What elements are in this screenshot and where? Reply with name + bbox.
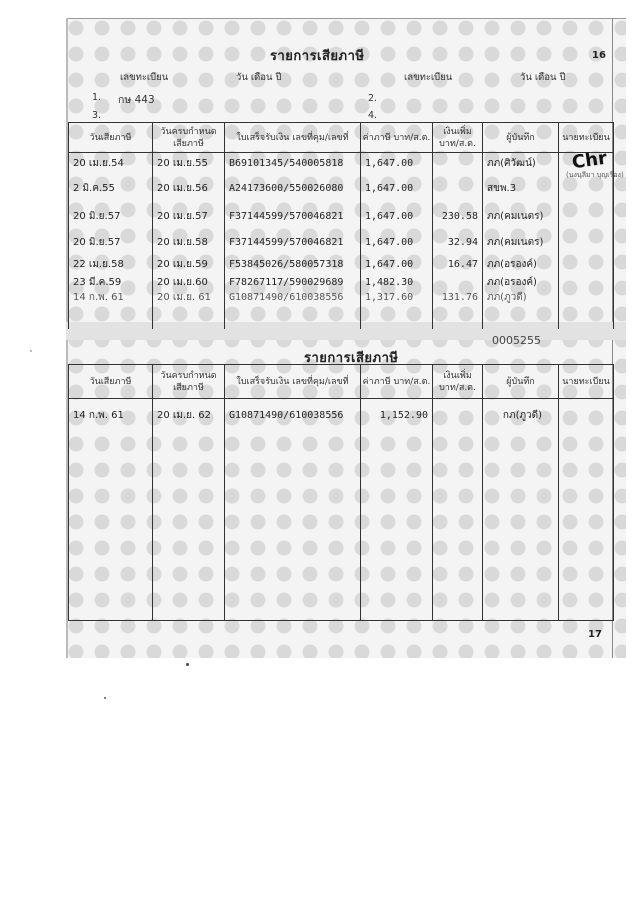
recorder: ภภ(ภูวดี) xyxy=(487,291,527,303)
col-registrar: นายทะเบียน xyxy=(559,365,614,399)
due-date: 20 เม.ย. 61 xyxy=(157,291,212,303)
recorder: ภภ(อรองค์) xyxy=(487,276,537,288)
col-receipt: ใบเสร็จรับเงิน เลขที่คุม/เลขที่ xyxy=(225,365,361,399)
page-number-16: 16 xyxy=(592,50,606,61)
table-row xyxy=(69,231,614,255)
reg-row-value: กษ 443 xyxy=(118,94,155,106)
recorder: ภภ(ศิวัฒน์) xyxy=(487,158,536,170)
col-due-date: วันครบกำหนด เสียภาษี xyxy=(153,365,225,399)
scan-speck xyxy=(186,663,189,666)
date-label-left: วัน เดือน ปี xyxy=(236,72,282,83)
table-row xyxy=(69,203,614,231)
scan-speck xyxy=(30,350,32,352)
tax-amount: 1,647.00 xyxy=(365,237,414,248)
tax-amount: 1,482.30 xyxy=(365,276,414,288)
col-due-date: วันครบกำหนด เสียภาษี xyxy=(153,123,225,153)
paid-date: 23 มี.ค.59 xyxy=(73,276,122,288)
due-date: 20 เม.ย.59 xyxy=(157,259,208,270)
section1-title: รายการเสียภาษี xyxy=(270,49,365,64)
section2-title: รายการเสียภาษี xyxy=(304,351,399,366)
extra-amount: 16.47 xyxy=(447,259,478,270)
reg-row-num: 4. xyxy=(368,110,378,121)
col-paid-date: วันเสียภาษี xyxy=(69,123,153,153)
paid-date: 14 ก.พ. 61 xyxy=(73,291,124,303)
table-row xyxy=(69,275,614,290)
form-serial-number: 0005255 xyxy=(492,334,541,347)
due-date: 20 เม.ย.57 xyxy=(157,211,208,222)
col-extra: เงินเพิ่ม บาท/ส.ต. xyxy=(433,123,483,153)
col-tax: ค่าภาษี บาท/ส.ต. xyxy=(361,123,433,153)
due-date: 20 เม.ย. 62 xyxy=(157,410,212,422)
table-row xyxy=(69,153,614,175)
reg-row-num: 2. xyxy=(368,93,378,104)
date-label-right: วัน เดือน ปี xyxy=(520,72,566,83)
receipt-no: G10871490/610038556 xyxy=(229,291,344,303)
col-tax: ค่าภาษี บาท/ส.ต. xyxy=(361,365,433,399)
scan-edge-top xyxy=(66,18,626,19)
due-date: 20 เม.ย.55 xyxy=(157,158,208,170)
recorder: สขพ.3 xyxy=(487,183,517,194)
tax-amount: 1,647.00 xyxy=(365,158,414,170)
paid-date: 2 มิ.ค.55 xyxy=(73,183,115,194)
recorder: ภภ(คมเนตร) xyxy=(487,237,544,248)
tax-amount: 1,647.00 xyxy=(365,259,414,270)
reg-label-left: เลขทะเบียน xyxy=(120,72,169,83)
receipt-no: G10871490/610038556 xyxy=(229,410,344,422)
extra-amount: 32.94 xyxy=(447,237,478,248)
receipt-no: F37144599/570046821 xyxy=(229,211,344,222)
tax-table-2 xyxy=(68,364,614,621)
registrar-signature: Chr xyxy=(570,147,609,174)
col-paid-date: วันเสียภาษี xyxy=(69,365,153,399)
receipt-no: F78267117/590029689 xyxy=(229,276,344,288)
receipt-no: A24173600/550026080 xyxy=(229,183,344,194)
paid-date: 20 มิ.ย.57 xyxy=(73,237,121,248)
due-date: 20 เม.ย.58 xyxy=(157,237,208,248)
extra-amount: 230.58 xyxy=(441,211,478,222)
recorder: ภภ(อรองค์) xyxy=(487,259,537,270)
recorder: กภ(ภูวดี) xyxy=(502,410,543,422)
scan-speck xyxy=(104,697,106,699)
reg-label-right: เลขทะเบียน xyxy=(404,72,453,83)
signature-caption: (นงนุลีมา บุญเรือง) xyxy=(566,171,624,179)
paid-date: 20 เม.ย.54 xyxy=(73,158,124,170)
receipt-no: F37144599/570046821 xyxy=(229,237,344,248)
receipt-no: B69101345/540005818 xyxy=(229,158,344,170)
due-date: 20 เม.ย.60 xyxy=(157,276,208,288)
col-receipt: ใบเสร็จรับเงิน เลขที่คุม/เลขที่ xyxy=(225,123,361,153)
table-row xyxy=(69,255,614,275)
tax-amount: 1,152.90 xyxy=(379,410,428,422)
col-recorder: ผู้บันทึก xyxy=(483,365,559,399)
table-row xyxy=(69,175,614,203)
col-registrar: นายทะเบียน xyxy=(559,123,614,153)
table-row xyxy=(69,399,614,433)
extra-amount: 131.76 xyxy=(441,291,478,303)
col-recorder: ผู้บันทึก xyxy=(483,123,559,153)
paid-date: 20 มิ.ย.57 xyxy=(73,211,121,222)
tax-amount: 1,317.60 xyxy=(365,291,414,303)
due-date: 20 เม.ย.56 xyxy=(157,183,208,194)
page-number-17: 17 xyxy=(588,629,602,640)
reg-row-num: 3. xyxy=(92,110,102,121)
paid-date: 22 เม.ย.58 xyxy=(73,259,124,270)
receipt-no: F53845026/580057318 xyxy=(229,259,344,270)
recorder: ภภ(คมเนตร) xyxy=(487,211,544,222)
table-row xyxy=(69,290,614,305)
col-extra: เงินเพิ่ม บาท/ส.ต. xyxy=(433,365,483,399)
tax-amount: 1,647.00 xyxy=(365,211,414,222)
tax-table-1 xyxy=(68,122,614,329)
tax-amount: 1,647.00 xyxy=(365,183,414,194)
reg-row-num: 1. xyxy=(92,92,102,103)
paid-date: 14 ก.พ. 61 xyxy=(73,410,124,422)
